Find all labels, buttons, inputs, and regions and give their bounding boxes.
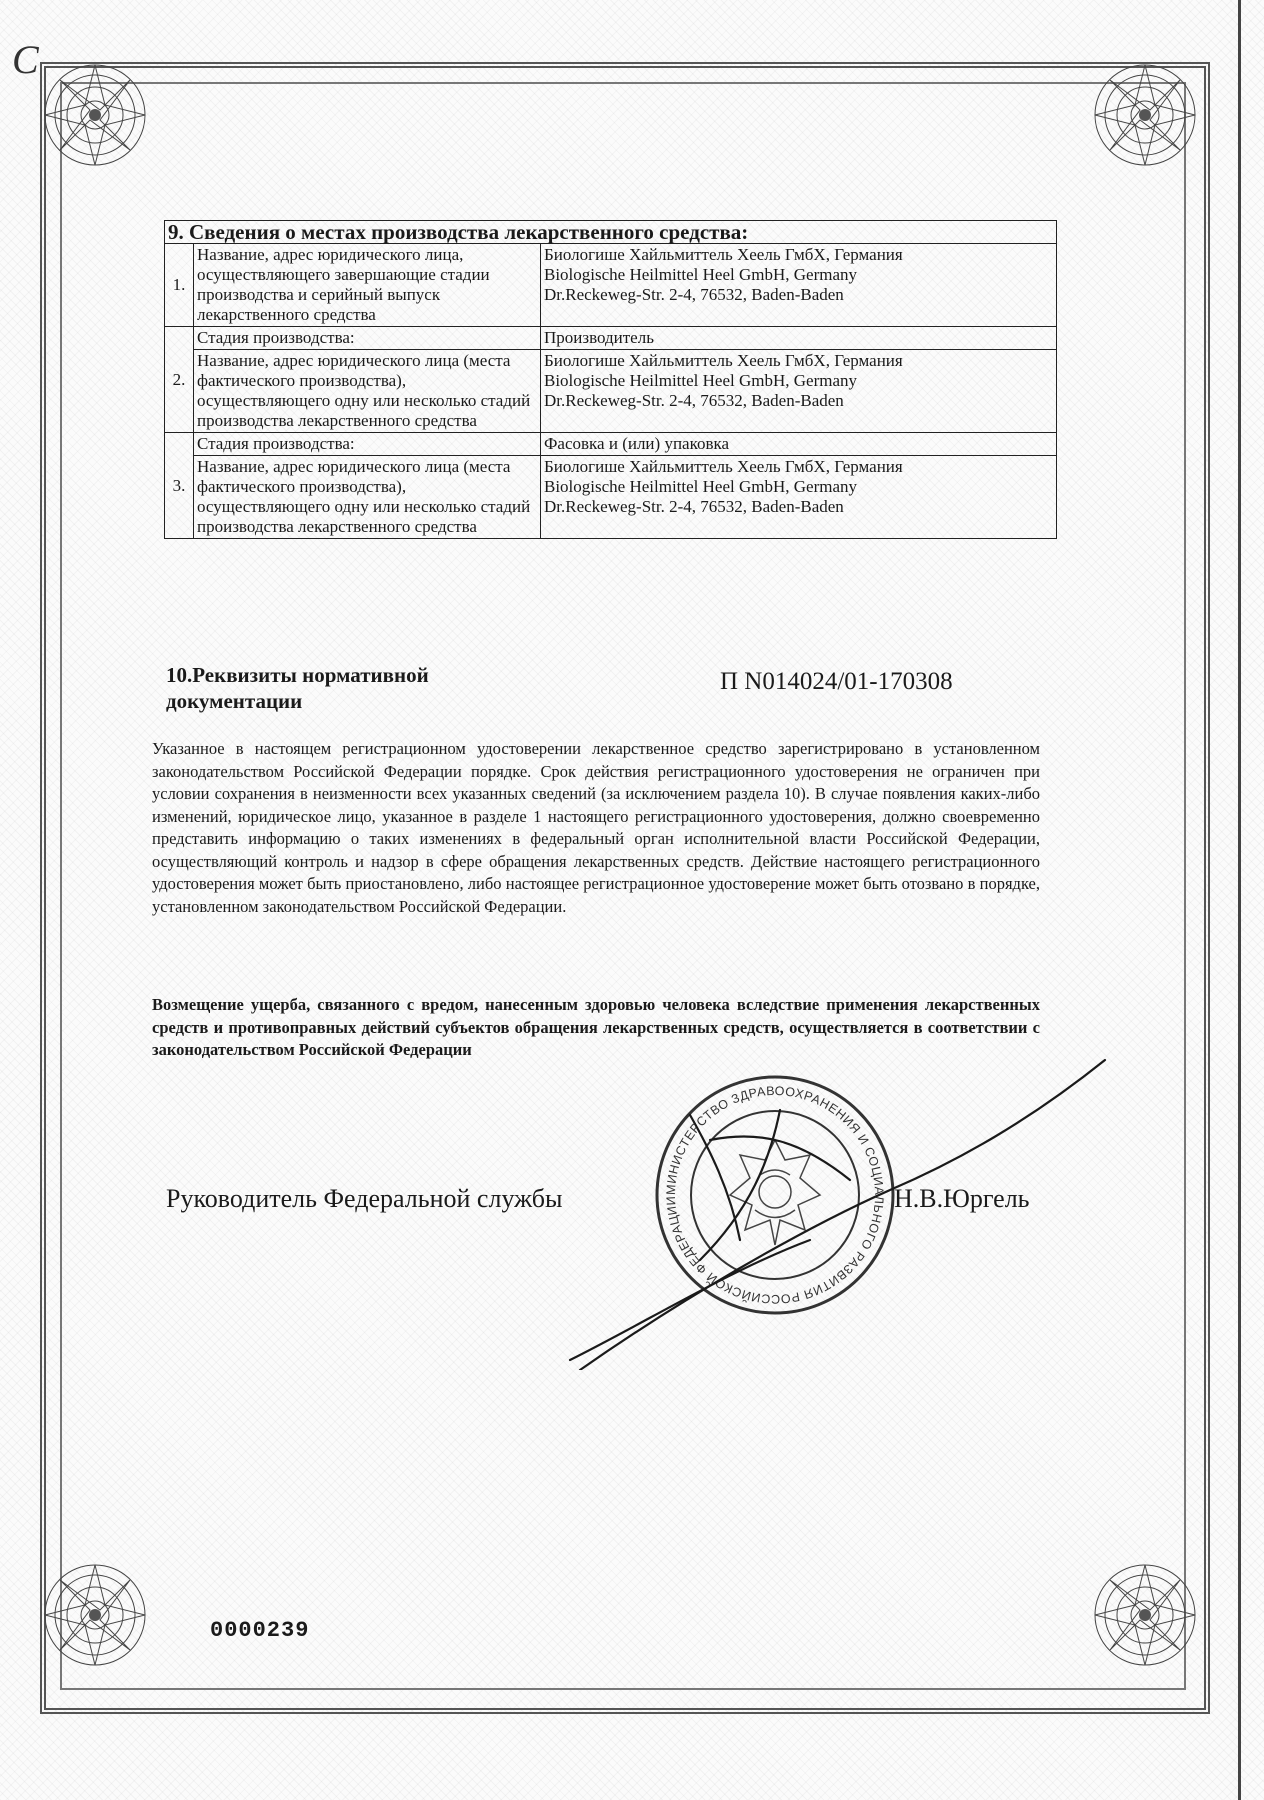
damages-notice-paragraph: Возмещение ущерба, связанного с вредом, нанесенным здоровью человека вследствие применения лекарственных средств и противоправных действий субъектов обращения лекарственных средств, осуществляется в соответствии с законодательством Российской Федерации bbox=[152, 995, 1040, 1059]
site-address bbox=[541, 244, 1057, 327]
table-row bbox=[165, 456, 1057, 539]
site-address bbox=[541, 456, 1057, 539]
stage-label: Стадия производства: bbox=[194, 433, 541, 456]
manufacturing-sites-table bbox=[164, 220, 1057, 539]
row-number: 2. bbox=[165, 327, 194, 433]
handwritten-signature bbox=[560, 1040, 1120, 1370]
address-line: Dr.Reckeweg-Str. 2-4, 76532, Baden-Baden bbox=[544, 285, 844, 304]
site-label: Название, адрес юридического лица, осуществляющего завершающие стадии производства и серийный выпуск лекарственного средства bbox=[194, 244, 541, 327]
table-row bbox=[165, 327, 1057, 350]
table-row bbox=[165, 244, 1057, 327]
address-line: Biologische Heilmittel Heel GmbH, Germany bbox=[544, 477, 858, 496]
address-line: Dr.Reckeweg-Str. 2-4, 76532, Baden-Baden bbox=[544, 497, 844, 516]
section-9-title: 9. Сведения о местах производства лекарственного средства: bbox=[165, 221, 1057, 244]
address-line: Biologische Heilmittel Heel GmbH, Germany bbox=[544, 371, 858, 390]
row-number: 1. bbox=[165, 244, 194, 327]
site-address bbox=[541, 350, 1057, 433]
stage-label: Стадия производства: bbox=[194, 327, 541, 350]
site-label: Название, адрес юридического лица (места фактического производства), осуществляющего одну или несколько стадий производства лекарственного средства bbox=[194, 456, 541, 539]
address-line: Биологише Хайльмиттель Хеель ГмбХ, Германия bbox=[544, 245, 903, 264]
stage-value: Производитель bbox=[541, 327, 1057, 350]
registration-notice-paragraph: Указанное в настоящем регистрационном удостоверении лекарственное средство зарегистрировано в установленном законодательством Российской Федерации порядке. Срок действия регистрационного удостоверения не ограничен при условии сохранения в неизменности всех указанных сведений (за исключением раздела 10). В случае появления каких-либо изменений, юридическое лицо, указанное в разделе 1 настоящего регистрационного удостоверения, должно своевременно представить информацию о таких изменениях в федеральный орган исполнительной власти Российской Федерации, осуществляющий контроль и надзор в сфере обращения лекарственных средств. Действие настоящего регистрационного удостоверения может быть приостановлено, либо настоящее регистрационное удостоверение может быть отозвано в порядке, установленном законодательством Российской Федерации. bbox=[152, 739, 1040, 916]
address-line: Biologische Heilmittel Heel GmbH, Germany bbox=[544, 265, 858, 284]
stage-value: Фасовка и (или) упаковка bbox=[541, 433, 1057, 456]
signer-title: Руководитель Федеральной службы bbox=[166, 1184, 563, 1213]
site-label: Название, адрес юридического лица (места фактического производства), осуществляющего одну или несколько стадий производства лекарственного средства bbox=[194, 350, 541, 433]
address-line: Биологише Хайльмиттель Хеель ГмбХ, Германия bbox=[544, 351, 903, 370]
seal-ring-text: МИНИСТЕРСТВО ЗДРАВООХРАНЕНИЯ И СОЦИАЛЬНОГО РАЗВИТИЯ РОССИЙСКОЙ ФЕДЕРАЦИИ bbox=[663, 1083, 887, 1307]
section-10-label: 10.Реквизиты нормативной документации bbox=[166, 663, 429, 713]
address-line: Dr.Reckeweg-Str. 2-4, 76532, Baden-Baden bbox=[544, 391, 844, 410]
table-title-row bbox=[165, 221, 1057, 244]
serial-number: 0000239 bbox=[210, 1618, 310, 1643]
table-row bbox=[165, 350, 1057, 433]
row-number: 3. bbox=[165, 433, 194, 539]
handwritten-corner-mark: С bbox=[12, 37, 39, 82]
address-line: Биологише Хайльмиттель Хеель ГмбХ, Германия bbox=[544, 457, 903, 476]
table-row bbox=[165, 433, 1057, 456]
signer-name: Н.В.Юргель bbox=[894, 1184, 1030, 1213]
normative-doc-number: П N014024/01-170308 bbox=[720, 668, 953, 695]
